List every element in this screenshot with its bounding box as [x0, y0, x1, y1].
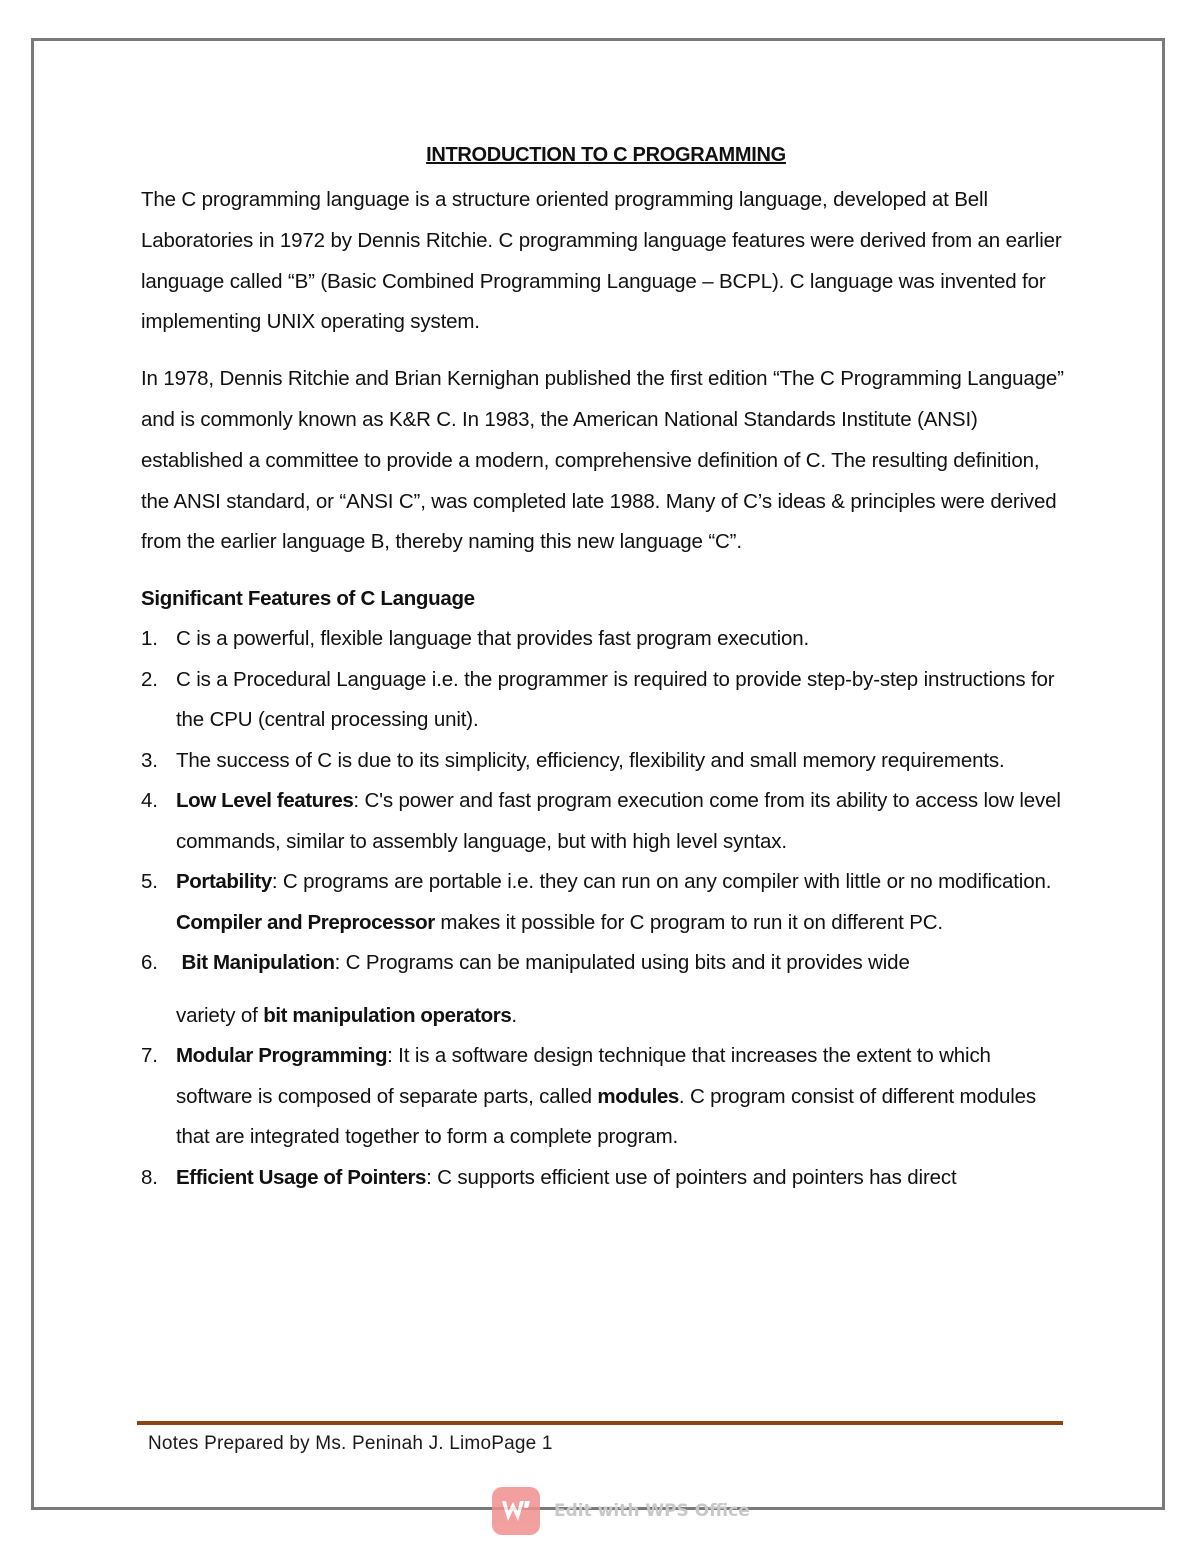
footer-rule [137, 1421, 1063, 1425]
feature-term: Compiler and Preprocessor [176, 910, 435, 934]
wps-label: Edit with WPS Office [554, 1501, 750, 1521]
list-number: 7. [141, 1044, 158, 1068]
list-item [141, 741, 1071, 782]
list-number: 4. [141, 789, 158, 813]
document-title: INTRODUCTION TO C PROGRAMMING [426, 144, 786, 166]
feature-term: Portability [176, 870, 272, 894]
intro-paragraph: The C programming language is a structure oriented programming language, developed at Bell Laboratories in 1972 by Dennis Ritchie. C programming language features were derived from an earlier language called “B” (Basic Combined Programming Language – BCPL). C language was invented for implementing UNIX operating system. [141, 188, 1062, 334]
feature-text: : C programs are portable i.e. they can run on any compiler with little or no modification. [271, 870, 1052, 894]
document-body [141, 138, 1071, 1198]
feature-text: C is a powerful, flexible language that provides fast program execution. [176, 627, 810, 651]
feature-text: . C program consist of different modules that are integrated together to form a complete program. [176, 1084, 1036, 1149]
feature-term: Efficient Usage of Pointers [176, 1165, 427, 1189]
list-item [141, 1036, 1071, 1158]
list-item [141, 619, 1071, 660]
feature-text: variety of [176, 1003, 264, 1027]
feature-term: Low Level features [176, 789, 354, 813]
list-item [141, 781, 1071, 862]
footer-text: Notes Prepared by Ms. Peninah J. LimoPage 1 [148, 1433, 553, 1454]
features-heading: Significant Features of C Language [141, 587, 475, 611]
feature-text: : C Programs can be manipulated using bits and it provides wide [334, 951, 910, 975]
list-number: 6. [141, 951, 158, 975]
feature-term: Modular Programming [176, 1044, 388, 1068]
list-item [141, 943, 1071, 1036]
feature-text: makes it possible for C program to run it on different PC. [434, 910, 943, 934]
feature-text: : C's power and fast program execution come from its ability to access low level commands, similar to assembly language, but with high level syntax. [176, 789, 1061, 853]
list-item [141, 862, 1071, 943]
feature-term: bit manipulation operators [263, 1003, 512, 1027]
feature-text: The success of C is due to its simplicity, efficiency, flexibility and small memory requirements. [176, 748, 1005, 772]
feature-text: . [511, 1003, 517, 1027]
feature-text: : It is a software design technique that increases the extent to which software is composed of separate parts, called [176, 1044, 991, 1108]
list-item [141, 660, 1071, 741]
feature-term: modules [597, 1084, 679, 1108]
list-number: 8. [141, 1165, 158, 1189]
feature-text: C is a Procedural Language i.e. the programmer is required to provide step-by-step instructions for the CPU (central processing unit). [176, 667, 1055, 732]
list-number: 5. [141, 870, 158, 894]
history-paragraph: In 1978, Dennis Ritchie and Brian Kernighan published the first edition “The C Programming Language” and is commonly known as K&R C. In 1983, the American National Standards Institute (ANSI) established a committee to provide a modern, comprehensive definition of C. The resulting definition, the ANSI standard, or “ANSI C”, was completed late 1988. Many of C’s ideas & principles were derived from the earlier language B, thereby naming this new language “C”. [141, 367, 1064, 554]
list-item [141, 1158, 1071, 1199]
feature-term: Bit Manipulation [181, 951, 335, 975]
features-list [141, 619, 1071, 1198]
feature-text: : C supports efficient use of pointers and pointers has direct [426, 1165, 957, 1189]
wps-logo-icon [492, 1487, 540, 1535]
list-number: 1. [141, 627, 158, 651]
wps-watermark[interactable] [492, 1487, 750, 1535]
list-number: 2. [141, 667, 158, 691]
list-number: 3. [141, 748, 158, 772]
